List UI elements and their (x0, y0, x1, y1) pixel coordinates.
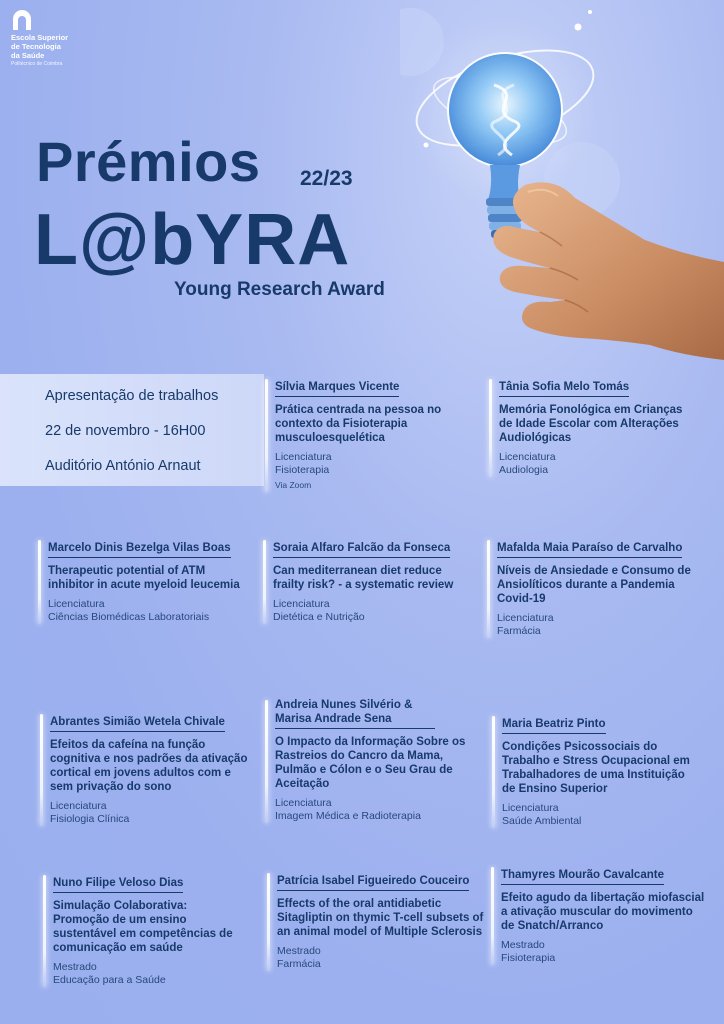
school-name-line1: Escola Superior (11, 33, 69, 42)
work-title: Effects of the oral antidiabetic Sitagliptin on thymic T-cell subsets of an animal model of Multiple Sclerosis (277, 898, 484, 938)
course-name: Fisioterapia (501, 952, 556, 964)
author-name: Mafalda Maia Paraíso de Carvalho (497, 541, 682, 558)
degree-level: Licenciatura (273, 598, 330, 610)
course-name: Audiologia (499, 464, 549, 476)
school-logo (11, 9, 101, 67)
divider-bar (40, 714, 43, 826)
degree-level: Licenciatura (275, 797, 332, 809)
entry-card (492, 714, 697, 828)
divider-bar (38, 540, 41, 624)
degree-level: Mestrado (501, 939, 545, 951)
degree-level: Mestrado (277, 945, 321, 957)
entry-card (487, 538, 702, 638)
work-title: Prática centrada na pessoa no contexto da Fisioterapia musculoesquelética (275, 404, 442, 444)
hand-lightbulb-illustration (400, 0, 724, 370)
presentation-mode: Via Zoom (275, 480, 312, 490)
entry-card (491, 865, 706, 965)
author-name: Tânia Sofia Melo Tomás (499, 380, 629, 397)
divider-bar (265, 700, 268, 823)
divider-bar (267, 873, 270, 971)
degree-level: Licenciatura (48, 598, 105, 610)
author-name: Soraia Alfaro Falcão da Fonseca (273, 541, 450, 558)
presentation-info-box (0, 374, 264, 486)
divider-bar (491, 867, 494, 965)
author-name: Patrícia Isabel Figueiredo Couceiro (277, 874, 469, 891)
work-title: Efeito agudo da libertação miofascial a ativação muscular do movimento de Snatch/Arranco (501, 892, 705, 932)
course-name: Fisiologia Clínica (50, 813, 130, 825)
degree-level: Licenciatura (50, 800, 107, 812)
divider-bar (43, 875, 46, 987)
degree-level: Mestrado (53, 961, 97, 973)
degree-level: Licenciatura (275, 451, 332, 463)
work-title: Simulação Colaborativa: Promoção de um ensino sustentável em competências de comunicação em saúde (53, 900, 233, 954)
author-name: Sílvia Marques Vicente (275, 380, 399, 397)
divider-bar (489, 379, 492, 477)
course-name: Educação para a Saúde (53, 974, 166, 986)
work-title: Níveis de Ansiedade e Consumo de Ansiolíticos durante a Pandemia Covid-19 (497, 565, 691, 605)
author-name: Marcelo Dinis Bezelga Vilas Boas (48, 541, 231, 558)
course-name: Farmácia (277, 958, 321, 970)
course-name: Ciências Biomédicas Laboratoriais (48, 611, 210, 623)
author-name: Maria Beatriz Pinto (502, 717, 606, 734)
entry-card (265, 698, 475, 823)
work-title: Memória Fonológica em Crianças de Idade Escolar com Alterações Audiológicas (499, 404, 683, 444)
entry-card (263, 538, 473, 624)
entry-card (267, 871, 485, 971)
title-premios: Prémios (36, 130, 261, 193)
degree-level: Licenciatura (502, 802, 559, 814)
presentation-venue: Auditório António Arnaut (45, 458, 201, 474)
course-name: Dietética e Nutrição (273, 611, 365, 623)
entry-card (265, 377, 465, 492)
work-title: Can mediterranean diet reduce frailty risk? - a systematic review (273, 565, 454, 591)
work-title: O Impacto da Informação Sobre os Rastreios do Cancro da Mama, Pulmão e Cólon e o Seu Grau de Aceitação (275, 736, 466, 790)
work-title: Condições Psicossociais do Trabalho e Stress Ocupacional em Trabalhadores de uma Instituição de Ensino Superior (502, 741, 690, 795)
entry-card (489, 377, 689, 477)
presentation-date: 22 de novembro - 16H00 (45, 423, 206, 439)
work-title: Efeitos da cafeína na função cognitiva e nos padrões da ativação cortical em jovens adultos com e sem privação do sono (50, 739, 248, 793)
school-name-line2: de Tecnologia (11, 42, 61, 51)
course-name: Fisioterapia (275, 464, 330, 476)
presentation-label: Apresentação de trabalhos (45, 388, 219, 404)
course-name: Farmácia (497, 625, 541, 637)
work-title: Therapeutic potential of ATM inhibitor in acute myeloid leucemia (48, 565, 240, 591)
course-name: Saúde Ambiental (502, 815, 582, 827)
degree-level: Licenciatura (497, 612, 554, 624)
arch-logo-icon (11, 9, 33, 31)
school-name-line3: da Saúde (11, 51, 45, 60)
course-name: Imagem Médica e Radioterapia (275, 810, 421, 822)
title-year: 22/23 (300, 167, 353, 190)
divider-bar (265, 379, 268, 492)
divider-bar (263, 540, 266, 624)
title-subtitle: Young Research Award (174, 279, 385, 300)
title-labyra: L@bYRA (34, 200, 351, 280)
author-name: Andreia Nunes Silvério & Marisa Andrade Sena (275, 698, 435, 729)
entry-card (43, 873, 238, 987)
divider-bar (487, 540, 490, 638)
author-name: Abrantes Simião Wetela Chivale (50, 715, 225, 732)
degree-level: Licenciatura (499, 451, 556, 463)
author-name: Thamyres Mourão Cavalcante (501, 868, 664, 885)
entry-card (40, 712, 255, 826)
entry-card (38, 538, 253, 624)
author-name: Nuno Filipe Veloso Dias (53, 876, 183, 893)
institution-name: Politécnico de Coimbra (11, 61, 63, 67)
divider-bar (492, 716, 495, 828)
